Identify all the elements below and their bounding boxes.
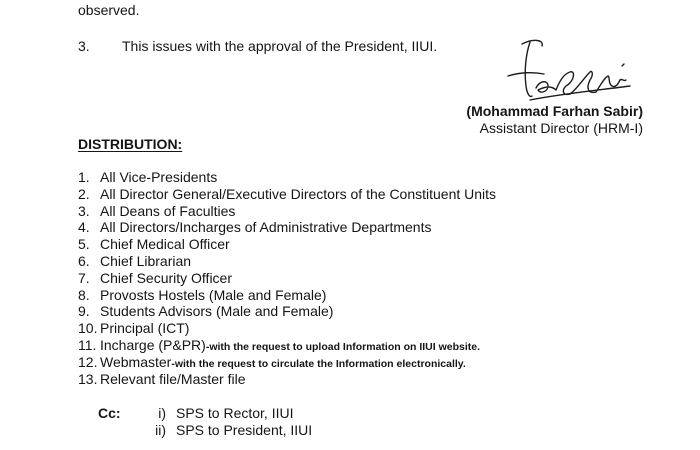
signatory-name: (Mohammad Farhan Sabir) xyxy=(466,103,643,119)
distribution-item: 8. Provosts Hostels (Male and Female) xyxy=(78,286,327,303)
distribution-heading: DISTRIBUTION: xyxy=(78,136,183,152)
distribution-item: 3. All Deans of Faculties xyxy=(78,202,236,219)
distribution-item: 4. All Directors/Incharges of Administrative Departments xyxy=(78,219,432,236)
cc-item: ii) SPS to President, IIUI xyxy=(155,422,313,438)
handwritten-signature xyxy=(500,36,660,110)
distribution-item: 6. Chief Librarian xyxy=(78,252,192,269)
signatory-title: Assistant Director (HRM-I) xyxy=(479,120,643,136)
distribution-item: 13. Relevant file/Master file xyxy=(78,370,246,387)
previous-paragraph-fragment: observed. xyxy=(78,2,140,18)
cc-list xyxy=(146,405,312,439)
distribution-item: 2. All Director General/Executive Directors of the Constituent Units xyxy=(78,185,497,202)
distribution-item: 1. All Vice-Presidents xyxy=(78,169,218,185)
distribution-item: 5. Chief Medical Officer xyxy=(78,236,230,253)
distribution-item: 7. Chief Security Officer xyxy=(78,269,233,286)
distribution-item: 9. Students Advisors (Male and Female) xyxy=(78,303,334,320)
distribution-note: -with the request to circulate the Information electronically. xyxy=(171,357,466,370)
distribution-item: 11. Incharge (P&PR)-with the request to upload Information on IIUI website. xyxy=(78,336,480,353)
distribution-item: 10. Principal (ICT) xyxy=(78,320,190,337)
paragraph-number: 3. xyxy=(78,38,90,54)
paragraph-text: This issues with the approval of the President, IIUI. xyxy=(122,38,438,54)
distribution-item: 12. Webmaster-with the request to circulate the Information electronically. xyxy=(78,353,466,370)
distribution-list xyxy=(78,169,496,387)
cc-label: Cc: xyxy=(98,405,121,421)
distribution-note: -with the request to upload Information on IIUI website. xyxy=(205,340,480,353)
cc-item: i) SPS to Rector, IIUI xyxy=(158,405,294,421)
